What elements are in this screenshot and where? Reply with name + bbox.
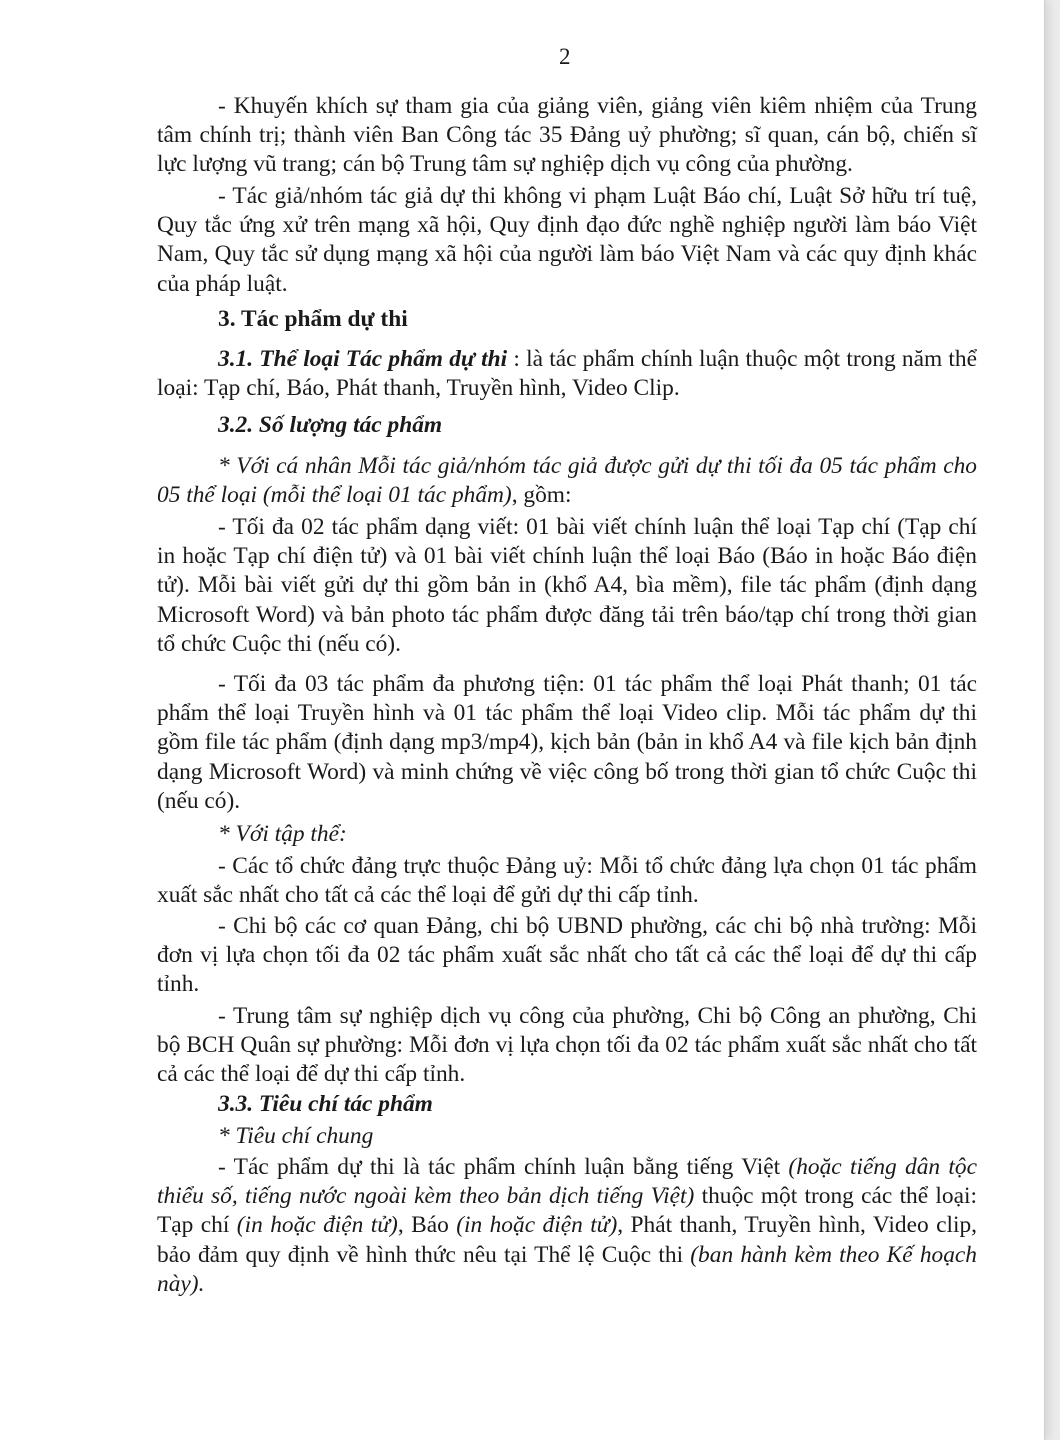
paragraph-legal-compliance: - Tác giả/nhóm tác giả dự thi không vi phạm Luật Báo chí, Luật Sở hữu trí tuệ, Quy tắc ứng xử trên mạng xã hội, Quy định đạo đức nghề nghiệp người làm báo Việt Nam, Quy tắc sử dụng mạng xã hội của người làm báo Việt Nam và các quy định khác của pháp luật. <box>157 183 977 297</box>
heading-3-2: 3.2. Số lượng tác phẩm <box>218 412 443 438</box>
criteria-text-1: - Tác phẩm dự thi là tác phẩm chính luận bằng tiếng Việt <box>218 1154 789 1180</box>
criteria-text-3: , Báo <box>397 1212 457 1239</box>
paragraph-criteria <box>157 1153 977 1299</box>
individual-note: * Với cá nhân Mỗi tác giả/nhóm tác giả được gửi dự thi tối đa 05 tác phẩm cho 05 thể loại (mỗi thể loại 01 tác phẩm) <box>157 453 977 509</box>
paragraph-party-orgs: - Các tổ chức đảng trực thuộc Đảng uỷ: Mỗi tổ chức đảng lựa chọn 01 tác phẩm xuất sắc nhất cho tất cả các thể loại để gửi dự thi cấp tỉnh. <box>157 853 977 909</box>
paragraph-party-cells: - Chi bộ các cơ quan Đảng, chi bộ UBND phường, các chi bộ nhà trường: Mỗi đơn vị lựa chọn tối đa 02 tác phẩm xuất sắc nhất cho tất cả các thể loại để dự thi cấp tỉnh. <box>157 913 977 998</box>
individual-tail: , gồm: <box>511 482 572 509</box>
criteria-end-period: . <box>198 1270 205 1297</box>
paragraph-encourage-participation: - Khuyến khích sự tham gia của giảng viên, giảng viên kiêm nhiệm của Trung tâm chính trị; thành viên Ban Công tác 35 Đảng uỷ phường; sĩ quan, cán bộ, chiến sĩ lực lượng vũ trang; cán bộ Trung tâm sự nghiệp dịch vụ công của phường. <box>157 93 977 178</box>
page-number: 2 <box>559 44 571 69</box>
criteria-note-magazine: (in hoặc điện tử) <box>236 1212 398 1239</box>
criteria-note-issued: (ban hành kèm theo Kế hoạch này) <box>157 1241 977 1297</box>
paragraph-multimedia-works: - Tối đa 03 tác phẩm đa phương tiện: 01 tác phẩm thể loại Phát thanh; 01 tác phẩm thể loại Truyền hình và 01 tác phẩm thể loại Video clip. Mỗi tác phẩm dự thi gồm file tác phẩm (định dạng mp3/mp4), kịch bản (bản in khổ A4 và file kịch bản định dạng Microsoft Word) và minh chứng về việc công bố trong thời gian tổ chức Cuộc thi (nếu có). <box>157 671 977 814</box>
paragraph-written-works: - Tối đa 02 tác phẩm dạng viết: 01 bài viết chính luận thể loại Tạp chí (Tạp chí in hoặc Tạp chí điện tử) và 01 bài viết chính luận thể loại Báo (Báo in hoặc Báo điện tử). Mỗi bài viết gửi dự thi gồm bản in (khổ A4, bìa mềm), file tác phẩm (định dạng Microsoft Word) và bản photo tác phẩm được đăng tải trên báo/tạp chí trong thời gian tổ chức Cuộc thi (nếu có). <box>157 514 977 657</box>
heading-general-criteria: * Tiêu chí chung <box>218 1123 374 1149</box>
text-3-1: : là tác phẩm chính luận thuộc một trong năm thể loại: Tạp chí, Báo, Phát thanh, Truyền hình, Video Clip. <box>157 346 977 402</box>
paragraph-service-center: - Trung tâm sự nghiệp dịch vụ công của phường, Chi bộ Công an phường, Chi bộ BCH Quân sự phường: Mỗi đơn vị lựa chọn tối đa 02 tác phẩm xuất sắc nhất cho tất cả các thể loại để dự thi cấp tỉnh. <box>157 1003 977 1088</box>
heading-3-1: 3.1. Thể loại Tác phẩm dự thi <box>218 346 508 372</box>
paragraph-individual <box>157 452 977 510</box>
paragraph-3-1 <box>157 345 977 403</box>
criteria-text-2: thuộc một trong các thể loại: Tạp chí <box>157 1183 977 1239</box>
criteria-note-newspaper: (in hoặc điện tử) <box>456 1212 618 1239</box>
criteria-text-4: , Phát thanh, Truyền hình, Video clip, bảo đảm quy định về hình thức nêu tại Thể lệ Cuộc thi <box>157 1212 977 1268</box>
criteria-note-language: (hoặc tiếng dân tộc thiểu số, tiếng nước ngoài kèm theo bản dịch tiếng Việt) <box>157 1154 978 1210</box>
heading-3-3: 3.3. Tiêu chí tác phẩm <box>218 1091 433 1117</box>
heading-collective: * Với tập thể: <box>218 821 347 847</box>
heading-section-3: 3. Tác phẩm dự thi <box>218 306 408 332</box>
